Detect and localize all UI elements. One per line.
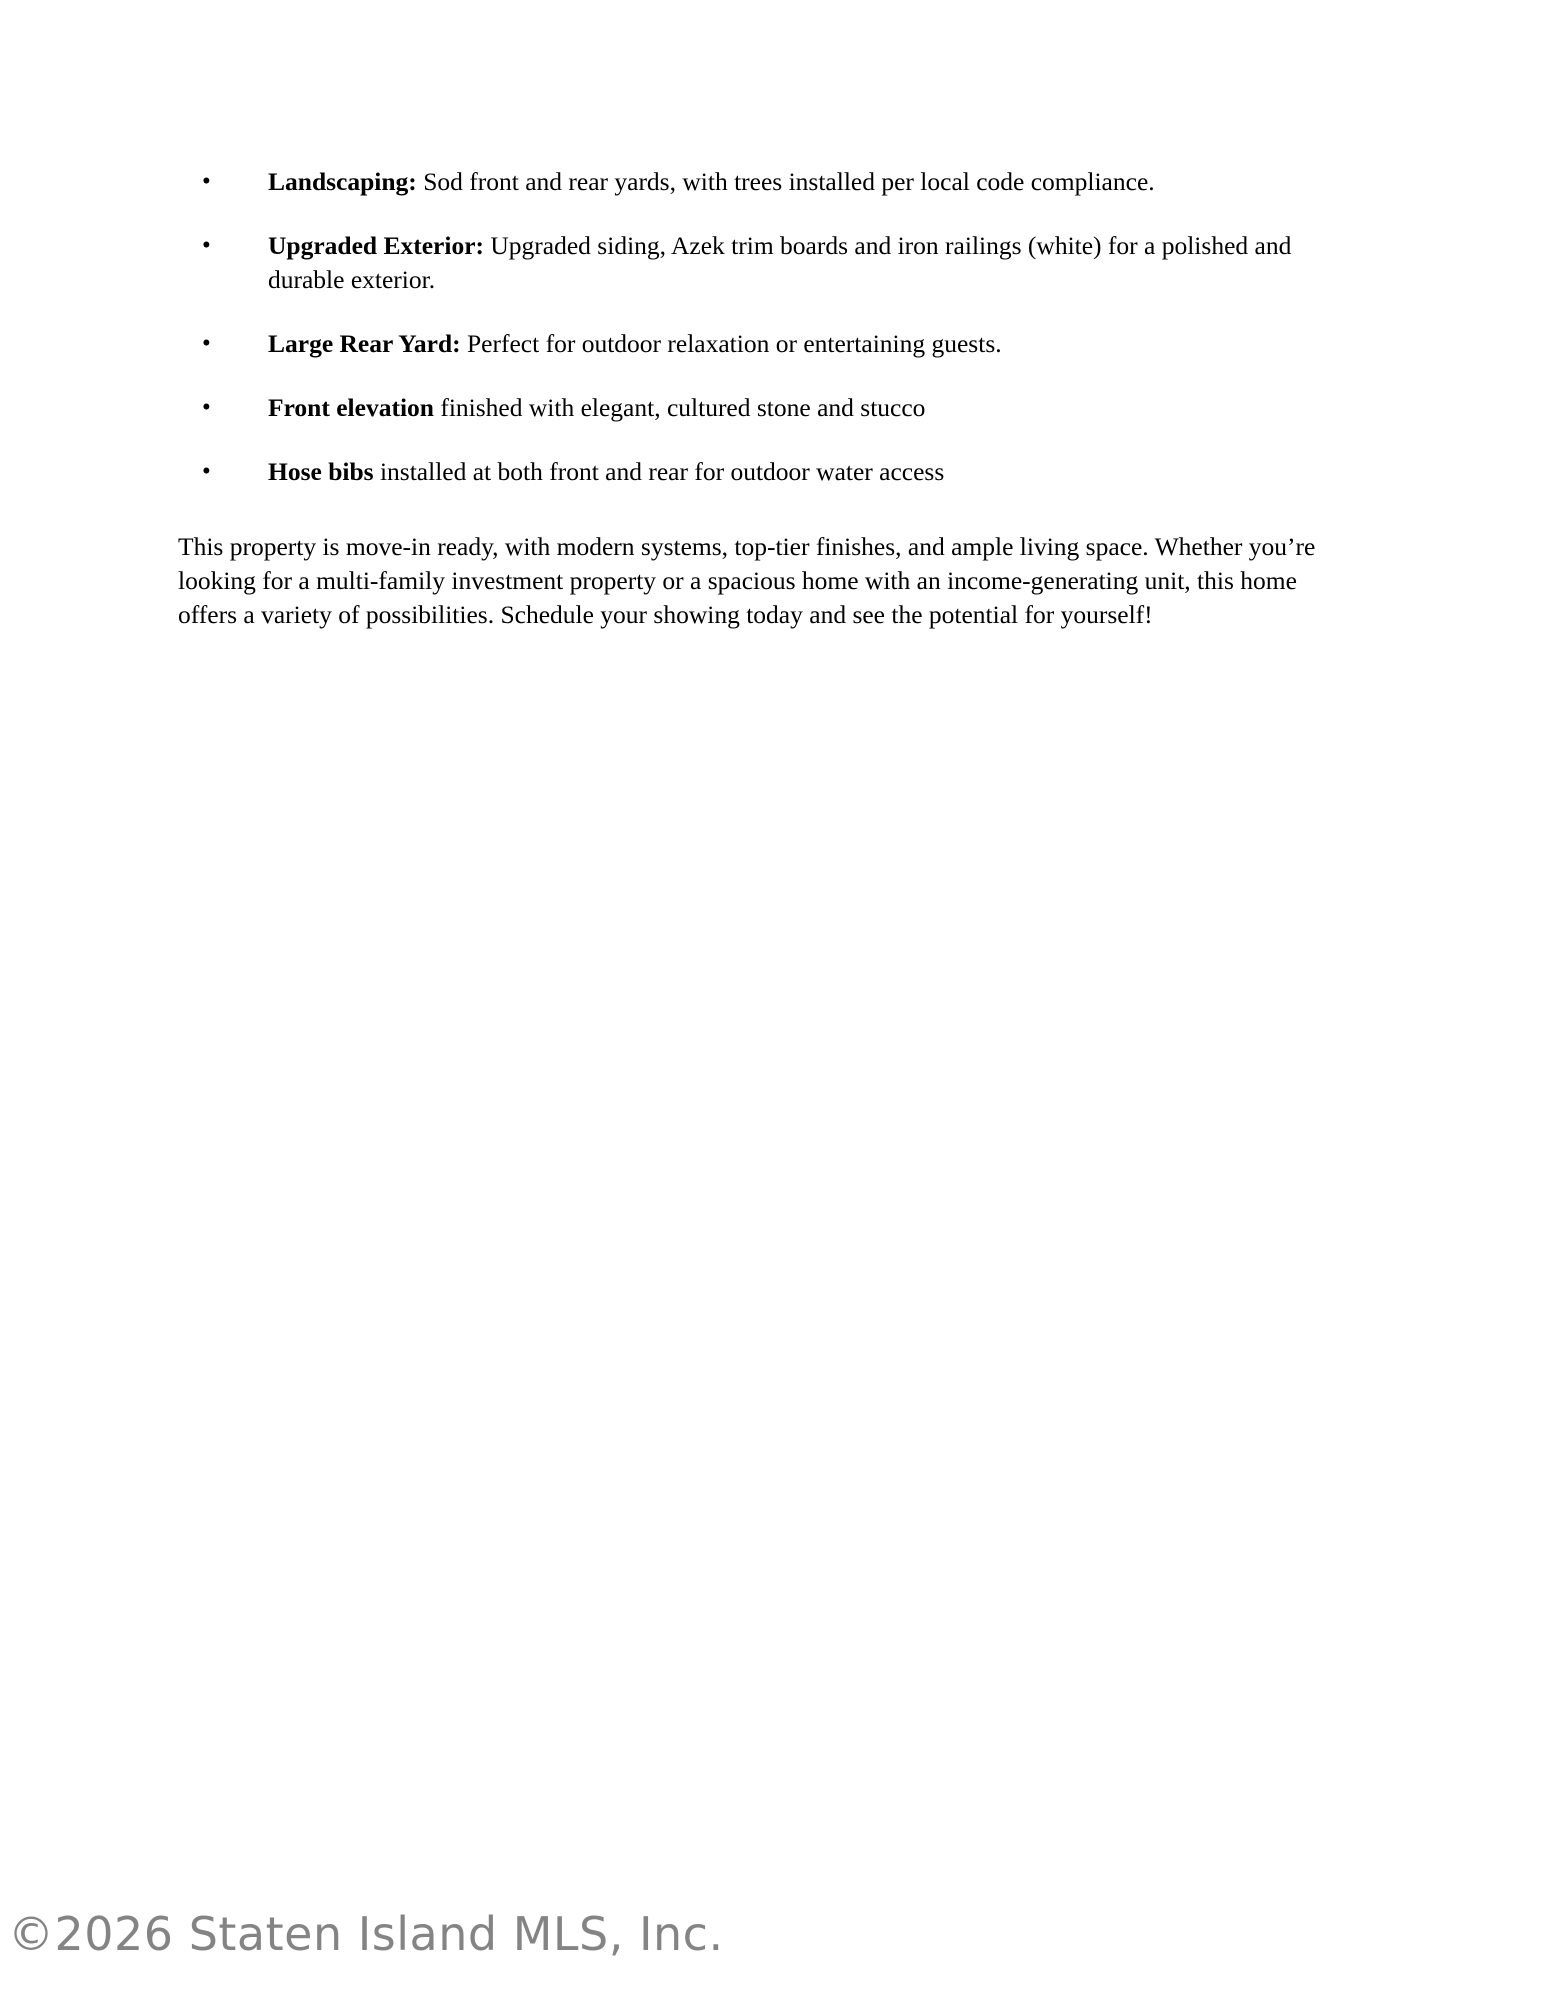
bullet-icon: • — [202, 168, 211, 195]
bullet-icon: • — [202, 231, 211, 259]
list-item — [178, 327, 1358, 361]
feature-list — [178, 165, 1358, 488]
bullet-icon: • — [202, 329, 211, 357]
document-content — [178, 165, 1358, 658]
bullet-icon: • — [202, 393, 211, 421]
feature-text: Perfect for outdoor relaxation or entertaining guests. — [460, 328, 1002, 358]
list-item — [178, 391, 1358, 425]
feature-label: Landscaping: — [268, 167, 417, 196]
bullet-icon: • — [202, 457, 211, 485]
feature-label: Hose bibs — [268, 456, 374, 486]
list-item — [178, 165, 1358, 199]
feature-text: finished with elegant, cultured stone and stucco — [433, 392, 926, 422]
feature-text: Upgraded siding, Azek trim boards and iron railings (white) for a polished and durable exterior. — [268, 230, 1292, 294]
closing-paragraph: This property is move-in ready, with modern systems, top-tier finishes, and ample living space. Whether you’re looking for a multi-family investment property or a spacious home with an income-generating unit, this home offers a variety of possibilities. Schedule your showing today and see the potential for yourself! — [178, 532, 1316, 630]
feature-text: Sod front and rear yards, with trees installed per local code compliance. — [416, 167, 1155, 196]
feature-label: Upgraded Exterior: — [268, 230, 485, 260]
feature-label: Large Rear Yard: — [268, 328, 461, 358]
feature-label: Front elevation — [268, 392, 434, 422]
feature-text: installed at both front and rear for outdoor water access — [373, 456, 945, 486]
list-item — [178, 229, 1358, 297]
copyright-footer: ©2026 Staten Island MLS, Inc. — [8, 1907, 724, 1961]
list-item — [178, 455, 1358, 489]
